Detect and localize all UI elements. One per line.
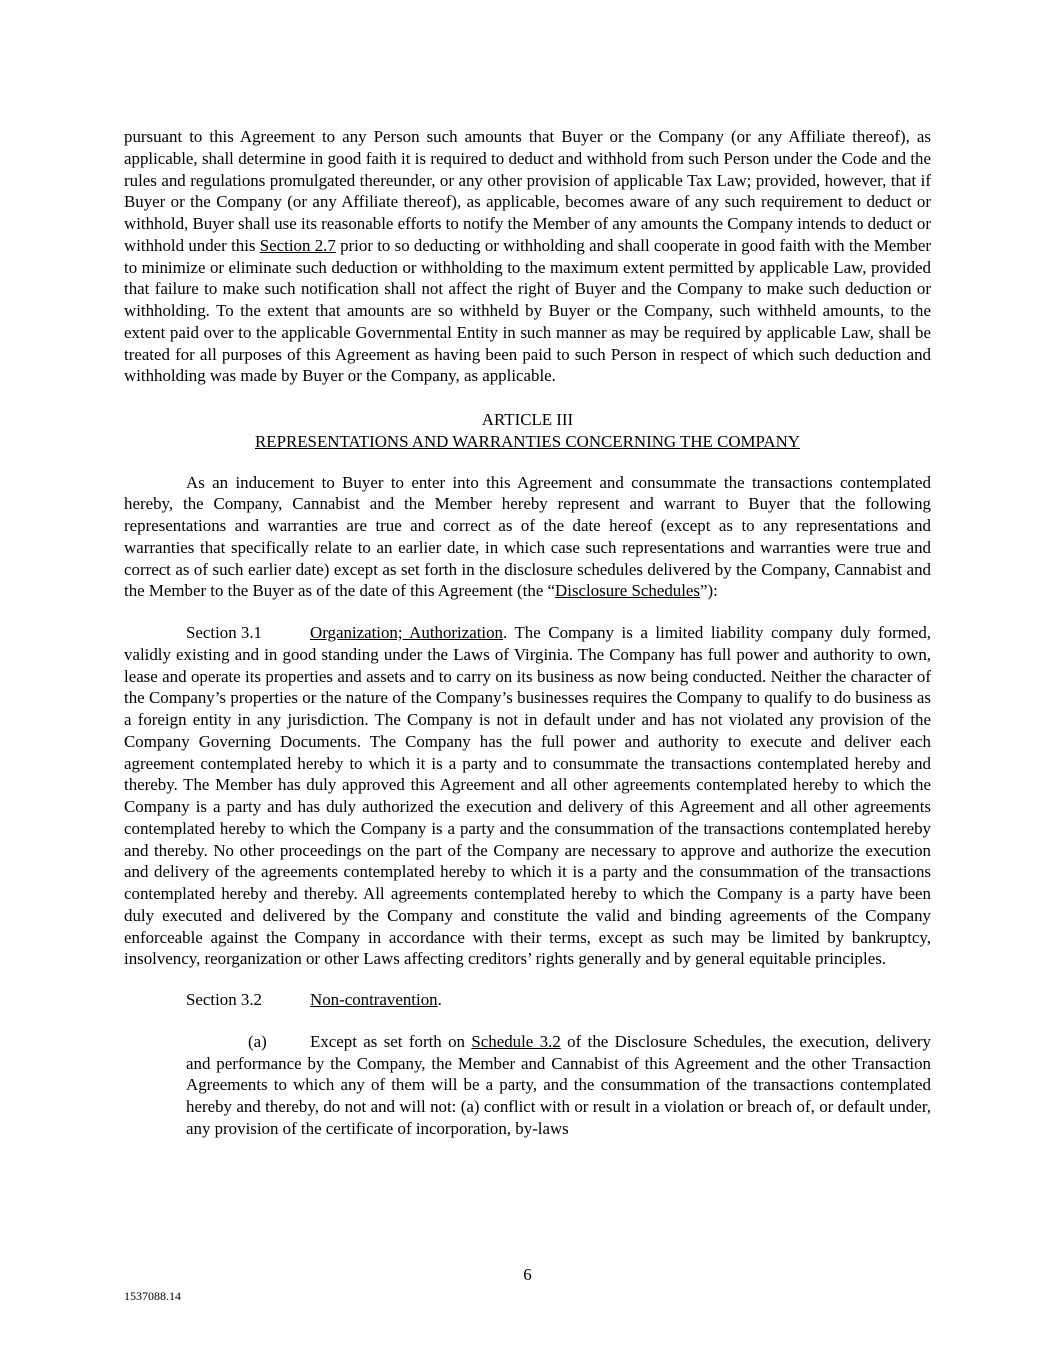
section-3-2: Section 3.2 Non-contravention. — [186, 990, 442, 1009]
document-id: 1537088.14 — [124, 1289, 181, 1303]
disclosure-schedules-term: Disclosure Schedules — [555, 581, 700, 601]
schedule-3-2-reference: Schedule 3.2 — [471, 1031, 561, 1051]
article-number: ARTICLE III — [481, 410, 574, 429]
section-3-2-heading: Non-contravention — [310, 990, 438, 1009]
section-3-1: Section 3.1 Organization; Authorization. The Company is a limited liability company duly formed, validly existing and in good standing under the Laws of Virginia. The Company has full power and authority to own, lease and operate its properties and assets and to carry on its business as now being conducted. Neither the character of the Company’s properties or the nature of the Company’s businesses requires the Company to qualify to do business as a foreign entity in any jurisdiction. The Company is not in default under and has not violated any provision of the Company Governing Documents. The Company has the full power and authority to execute and deliver each agreement contemplated hereby to which it is a party and to consummate the transactions contemplated hereby and thereby. The Member has duly approved this Agreement and all other agreements contemplated hereby to which the Company is a party and has duly authorized the execution and delivery of this Agreement and all other agreements contemplated hereby to which the Company is a party and the consummation of the transactions contemplated hereby and thereby. No other proceedings on the part of the Company are necessary to approve and authorize the execution and delivery of the agreements contemplated hereby to which it is a party and the consummation of the transactions contemplated hereby and thereby. All agreements contemplated hereby to which the Company is a party have been duly executed and delivered by the Company and constitute the valid and binding agreements of the Company enforceable against the Company in accordance with their terms, except as such may be limited by bankruptcy, insolvency, reorganization or other Laws affecting creditors’ rights generally and by general equitable principles. — [124, 623, 931, 969]
page-number: 6 — [523, 1265, 532, 1284]
document-page — [124, 126, 931, 1140]
section-3-2-label: Section 3.2 — [186, 990, 262, 1009]
subsection-a: (a) Except as set forth on Schedule 3.2 of the Disclosure Schedules, the execution, delivery and performance by the Company, the Member and Cannabist of this Agreement and the other Transaction Agreements to which any of them will be a party, and the consummation of the transactions contemplated hereby and thereby, do not and will not: (a) conflict with or result in a violation or breach of, or default under, any provision of the certificate of incorporation, by-laws — [186, 1031, 931, 1138]
section-3-1-heading: Organization; Authorization — [310, 623, 504, 642]
intro-paragraph: As an inducement to Buyer to enter into this Agreement and consummate the transactions contemplated hereby, the Company, Cannabist and the Member hereby represent and warrant to Buyer that the following representations and warranties are true and correct as of the date hereof (except as to any representations and warranties that specifically relate to an earlier date, in which case such representations and warranties were true and correct as of such earlier date) except as set forth in the disclosure schedules delivered by the Company, Cannabist and the Member to the Buyer as of the date of this Agreement (the “Disclosure Schedules”): — [124, 472, 931, 601]
subsection-a-label: (a) — [248, 1031, 267, 1051]
article-heading — [124, 409, 931, 453]
article-title: REPRESENTATIONS AND WARRANTIES CONCERNING THE COMPANY — [255, 431, 800, 451]
section-3-1-label: Section 3.1 — [186, 623, 262, 642]
withholding-paragraph: pursuant to this Agreement to any Person such amounts that Buyer or the Company (or any Affiliate thereof), as applicable, shall determine in good faith it is required to deduct and withhold from such Person under the Code and the rules and regulations promulgated thereunder, or any other provision of applicable Tax Law; provided, however, that if Buyer or the Company (or any Affiliate thereof), as applicable, becomes aware of any such requirement to deduct or withhold, Buyer shall use its reasonable efforts to notify the Member of any amounts the Company intends to deduct or withhold under this Section 2.7 prior to so deducting or withholding and shall cooperate in good faith with the Member to minimize or eliminate such deduction or withholding to the maximum extent permitted by applicable Law, provided that failure to make such notification shall not affect the right of Buyer and the Company to make such deduction or withholding. To the extent that amounts are so withheld by Buyer or the Company, such withheld amounts, to the extent paid over to the applicable Governmental Entity in such manner as may be required by applicable Law, shall be treated for all purposes of this Agreement as having been paid to such Person in respect of which such deduction and withholding was made by Buyer or the Company, as applicable. — [124, 127, 931, 386]
section-2-7-reference: Section 2.7 — [259, 235, 336, 255]
